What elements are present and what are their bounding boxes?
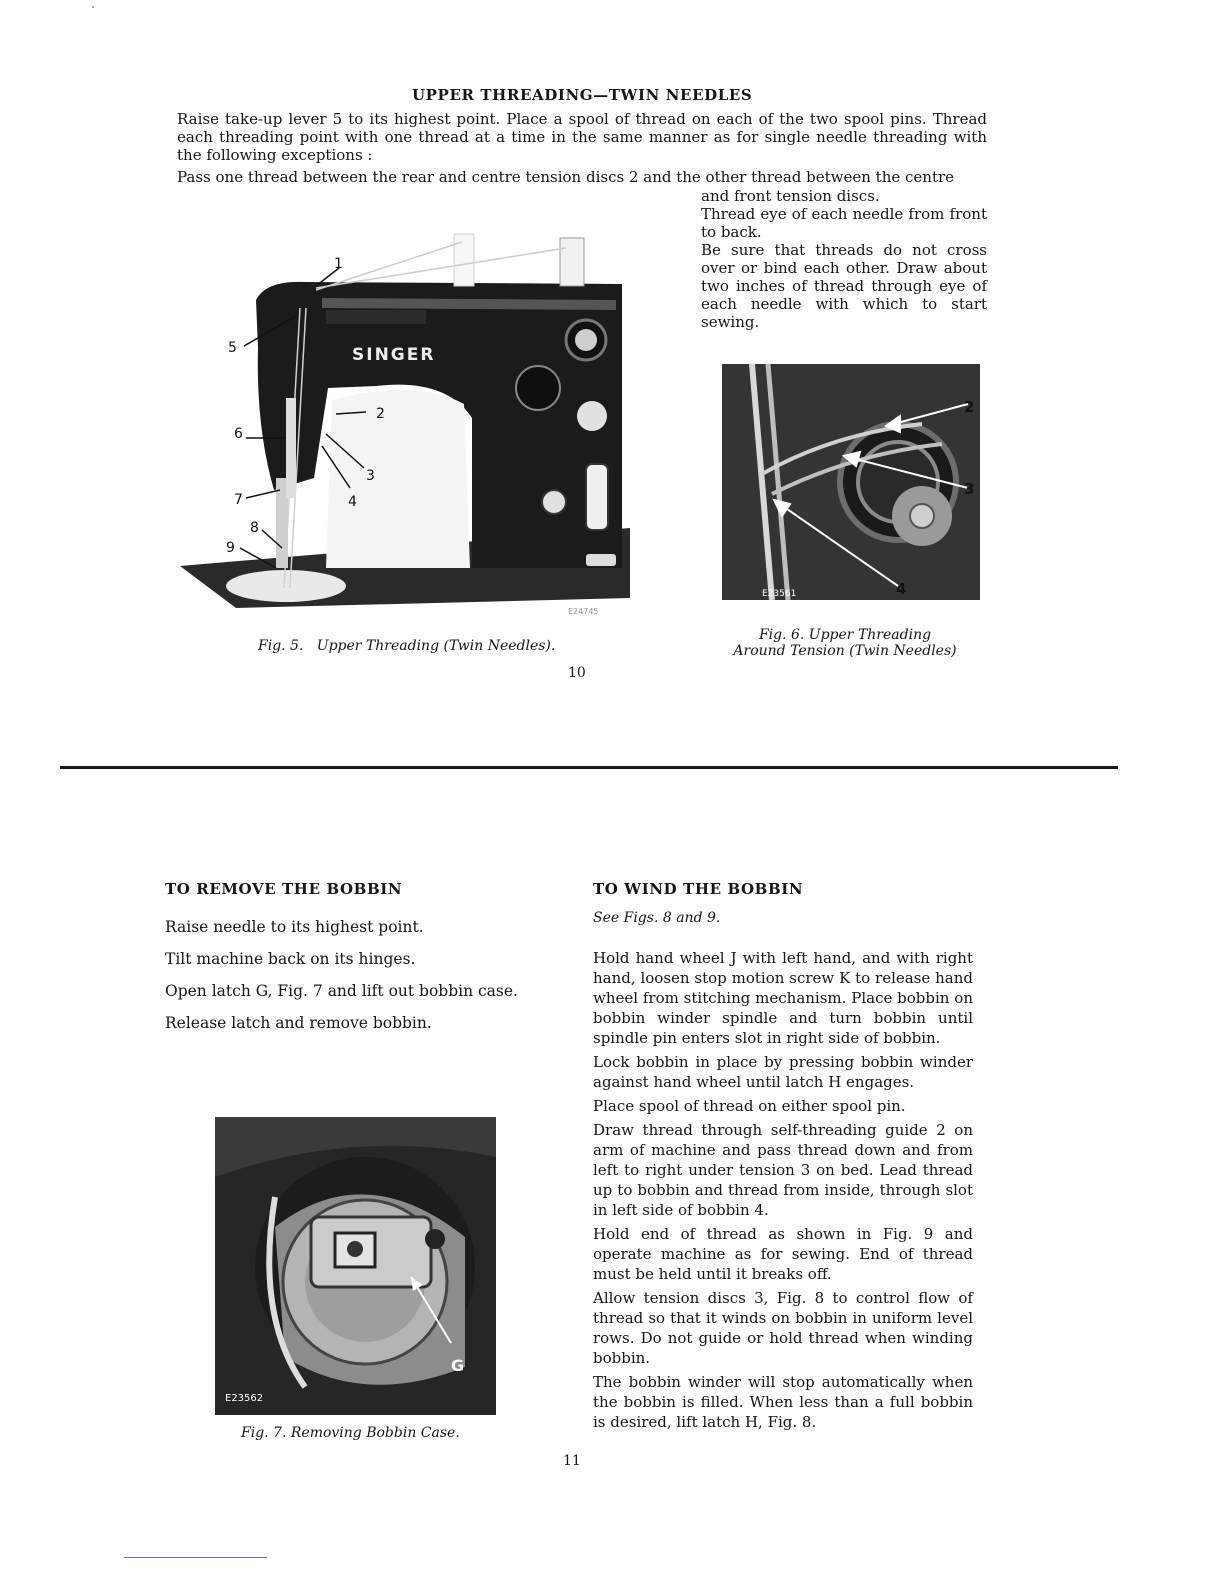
fig6-tension-photo [722, 364, 980, 600]
right-col-line-3: Be sure that threads do not cross over or bind each other. Draw about two inches of thread through eye of each needle with which to start sewing. [701, 241, 987, 331]
fig6-callout-3: 3 [964, 480, 975, 498]
right-col-line-2: Thread eye of each needle from front to back. [701, 205, 987, 241]
fig7-bobbin-case-photo [215, 1117, 496, 1415]
upper-threading-tension-line: Pass one thread between the rear and centre tension discs 2 and the other thread between the centre [177, 168, 955, 186]
page-number-10: 10 [568, 665, 586, 681]
fig5-caption-num: Fig. 5. [258, 638, 304, 654]
fig5-callout-5: 5 [228, 340, 237, 356]
fig5-callout-4: 4 [348, 494, 357, 510]
wind-bobbin-title: TO WIND THE BOBBIN [593, 880, 804, 898]
remove-bobbin-title: TO REMOVE THE BOBBIN [165, 880, 403, 898]
fig5-caption-text: Upper Threading (Twin Needles). [316, 638, 556, 654]
fig5-callout-7: 7 [234, 492, 243, 508]
fig5-callout-2: 2 [376, 406, 385, 422]
fig5-callout-8: 8 [250, 520, 259, 536]
fig5-plate-code: E24745 [568, 607, 599, 616]
fig7-plate-code: E23562 [225, 1393, 264, 1404]
wind-bobbin-body [593, 948, 973, 1436]
upper-threading-right-column [701, 187, 987, 331]
fig7-caption: Fig. 7. Removing Bobbin Case. [241, 1425, 460, 1441]
remove-bobbin-steps [165, 918, 545, 1046]
wind-para-3: Place spool of thread on either spool pin. [593, 1097, 906, 1115]
right-col-line-1: and front tension discs. [701, 187, 880, 205]
remove-step-1: Raise needle to its highest point. [165, 918, 424, 936]
fig6-plate-code: E23561 [762, 589, 797, 599]
fig5-sewing-machine-photo [176, 228, 630, 624]
fig5-callout-1: 1 [334, 256, 343, 272]
wind-para-5: Hold end of thread as shown in Fig. 9 and operate machine as for sewing. End of thread must be held until it breaks off. [593, 1225, 973, 1283]
wind-para-4: Draw thread through self-threading guide 2 on arm of machine and pass thread down and from left to right under tension 3 on bed. Lead thread up to bobbin and thread from inside, through slot in left side of bobbin 4. [593, 1121, 973, 1219]
fig5-callout-9: 9 [226, 540, 235, 556]
wind-para-6: Allow tension discs 3, Fig. 8 to control flow of thread so that it winds on bobbin in uniform level rows. Do not guide or hold thread when winding bobbin. [593, 1289, 973, 1367]
upper-threading-intro: Raise take-up lever 5 to its highest point. Place a spool of thread on each of the two spool pins. Thread each threading point with one thread at a time in the same manner as for single needle threading with the following exceptions : [177, 110, 987, 164]
fig7-callout-g: G [451, 1356, 465, 1375]
fig6-caption-line-2: Around Tension (Twin Needles) [733, 643, 957, 659]
upper-threading-title: UPPER THREADING—TWIN NEEDLES [412, 86, 753, 104]
fig6-callout-2: 2 [964, 398, 975, 416]
footer-rule [124, 1557, 267, 1558]
page-number-11: 11 [563, 1453, 581, 1469]
wind-para-1: Hold hand wheel J with left hand, and with right hand, loosen stop motion screw K to release hand wheel from stitching mechanism. Place bobbin on bobbin winder spindle and turn bobbin until spindle pin enters slot in right side of bobbin. [593, 949, 973, 1047]
fig6-caption-line-1: Fig. 6. Upper Threading [758, 627, 932, 643]
wind-para-7: The bobbin winder will stop automatically when the bobbin is filled. When less than a full bobbin is desired, lift latch H, Fig. 8. [593, 1373, 973, 1431]
remove-step-3: Open latch G, Fig. 7 and lift out bobbin case. [165, 982, 518, 1000]
scan-speck [92, 6, 94, 8]
fig6-caption [700, 627, 990, 659]
remove-step-2: Tilt machine back on its hinges. [165, 950, 416, 968]
remove-step-4: Release latch and remove bobbin. [165, 1014, 432, 1032]
wind-para-2: Lock bobbin in place by pressing bobbin winder against hand wheel until latch H engages. [593, 1053, 973, 1091]
fig5-callout-6: 6 [234, 426, 243, 442]
fig5-brand: SINGER [352, 345, 436, 365]
fig5-caption [258, 638, 555, 654]
page-divider [60, 766, 1118, 769]
fig5-callout-3: 3 [366, 468, 375, 484]
fig6-callout-4: 4 [896, 580, 907, 598]
wind-bobbin-see-figs: See Figs. 8 and 9. [593, 910, 721, 926]
